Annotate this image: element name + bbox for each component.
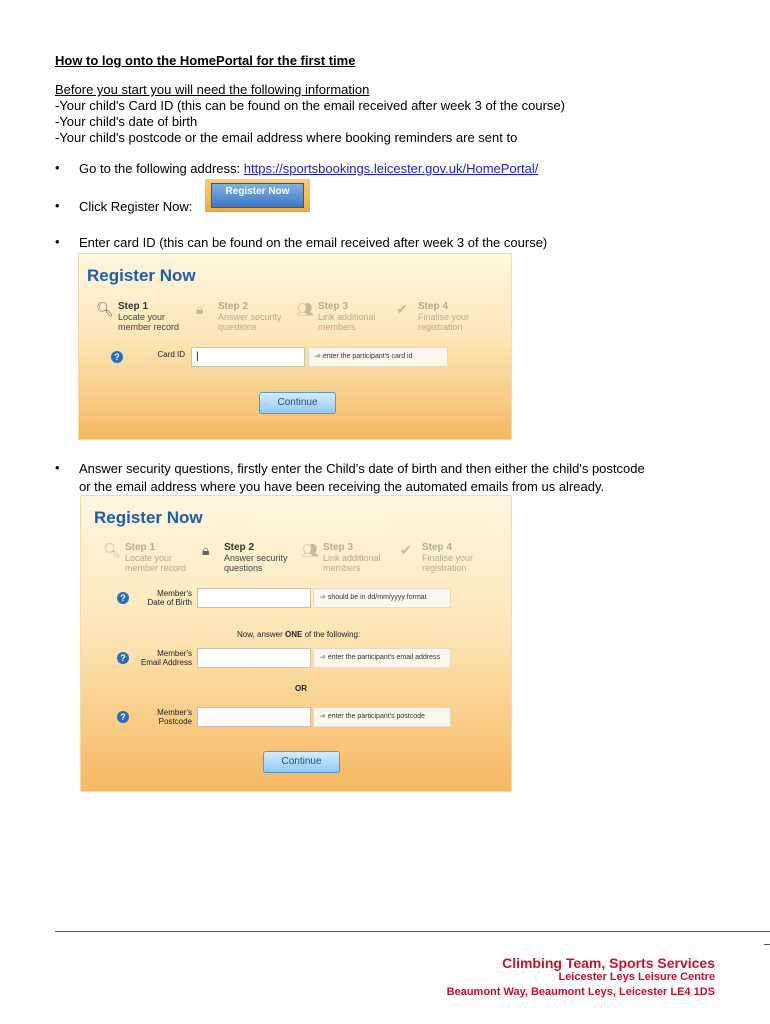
- hint-text: enter the participant's postcode: [327, 713, 425, 720]
- checkmark-icon: ✔: [400, 542, 412, 558]
- step-desc: member record: [118, 322, 180, 332]
- footer-tick: [764, 944, 770, 945]
- or-separator: OR: [295, 684, 307, 693]
- card-id-hint: [308, 347, 448, 367]
- step-desc: members: [323, 563, 361, 573]
- document-title: How to log onto the HomePortal for the first time: [55, 53, 356, 68]
- bullet-text: Go to the following address:: [79, 161, 244, 176]
- postcode-label: [137, 708, 192, 726]
- step-desc: questions: [218, 322, 257, 332]
- arrow-icon: ➾: [315, 353, 323, 360]
- email-label: [133, 649, 192, 667]
- intro-line-dob: -Your child's date of birth: [55, 114, 198, 129]
- help-icon[interactable]: ?: [117, 652, 129, 664]
- step-title: Step 3: [323, 542, 354, 553]
- hint-text: should be in dd/mm/yyyy format: [327, 594, 427, 601]
- register-now-button-image: [205, 179, 310, 212]
- footer-team: Climbing Team, Sports Services: [502, 955, 715, 971]
- dob-label-line: Date of Birth: [147, 598, 192, 607]
- postcode-label-line: Member's: [157, 708, 192, 717]
- lock-icon: 🔒︎: [202, 542, 210, 558]
- step-desc: Finalise your: [422, 553, 474, 563]
- step-title: Step 2: [224, 542, 255, 553]
- arrow-icon: ➾: [320, 713, 328, 720]
- panel-heading: Register Now: [87, 266, 196, 285]
- lock-icon: 🔒︎: [196, 301, 204, 317]
- homeportal-link[interactable]: https://sportsbookings.leicester.gov.uk/HomePortal/: [243, 161, 539, 176]
- step-desc: registration: [418, 322, 463, 332]
- footer-divider: [55, 931, 770, 932]
- step-desc: Link additional: [318, 312, 376, 322]
- step-4: [396, 301, 470, 332]
- bullet-dot: •: [55, 198, 60, 213]
- step-1: [103, 542, 187, 573]
- step-desc: Locate your: [125, 553, 173, 563]
- people-icon: 👥︎: [301, 542, 319, 558]
- answer-bold: ONE: [285, 630, 303, 639]
- answer-one-instruction: [237, 630, 360, 639]
- step-desc: questions: [224, 563, 263, 573]
- bullet-dot: •: [55, 234, 60, 249]
- help-icon[interactable]: ?: [117, 592, 129, 604]
- intro-line-card-id: -Your child's Card ID (this can be found on the email received after week 3 of the course): [55, 98, 565, 113]
- register-panel-step1: [78, 253, 512, 440]
- step-3: [301, 542, 381, 573]
- arrow-icon: ➾: [320, 654, 328, 661]
- step-title: Step 3: [318, 301, 349, 312]
- arrow-icon: ➾: [320, 594, 328, 601]
- step-3: [296, 301, 376, 332]
- checkmark-icon: ✔: [396, 301, 408, 317]
- intro-block: [55, 82, 565, 146]
- continue-button[interactable]: Continue: [259, 392, 336, 414]
- email-hint: [313, 648, 451, 668]
- continue-button[interactable]: Continue: [263, 751, 340, 773]
- email-label-line: Email Address: [140, 658, 192, 667]
- step-2: [196, 301, 282, 332]
- register-panel-step2: [80, 495, 512, 792]
- email-label-line: Member's: [157, 649, 192, 658]
- magnifier-icon: 🔍︎: [103, 542, 121, 558]
- postcode-label-line: Postcode: [158, 717, 192, 726]
- step-title: Step 1: [118, 301, 149, 312]
- footer-address: Beaumont Way, Beaumont Leys, Leicester LE4 1DS: [446, 986, 715, 998]
- footer-centre: Leicester Leys Leisure Centre: [558, 971, 715, 983]
- register-now-button-label: Register Now: [211, 183, 304, 208]
- step-4: [400, 542, 474, 573]
- step-title: Step 1: [125, 542, 156, 553]
- people-icon: 👥︎: [296, 301, 314, 317]
- card-id-input[interactable]: |: [191, 347, 305, 367]
- step-desc: Answer security: [224, 553, 288, 563]
- bullet-dot: •: [55, 160, 60, 175]
- step-desc: member record: [125, 563, 187, 573]
- step-title: Step 4: [418, 301, 449, 312]
- dob-label-line: Member's: [157, 589, 192, 598]
- intro-heading: Before you start you will need the following information: [55, 82, 370, 97]
- answer-suffix: of the following:: [302, 630, 361, 639]
- dob-hint: [313, 588, 451, 608]
- dob-label: [137, 589, 192, 607]
- step-desc: registration: [422, 563, 467, 573]
- card-id-label: Card ID: [157, 350, 185, 359]
- help-icon[interactable]: ?: [111, 351, 123, 363]
- bullet-text: or the email address where you have been receiving the automated emails from us already.: [79, 479, 605, 494]
- step-desc: Finalise your: [418, 312, 470, 322]
- step-title: Step 4: [422, 542, 453, 553]
- bullet-text: Click Register Now:: [79, 199, 193, 214]
- step-title: Step 2: [218, 301, 249, 312]
- panel-heading: Register Now: [94, 508, 203, 527]
- postcode-input[interactable]: [197, 707, 311, 727]
- step-desc: Locate your: [118, 312, 166, 322]
- step-1: [96, 301, 180, 332]
- help-icon[interactable]: ?: [117, 711, 129, 723]
- step-desc: Link additional: [323, 553, 381, 563]
- bullet-text: Enter card ID (this can be found on the email received after week 3 of the course): [79, 235, 548, 250]
- hint-text: enter the participant's card id: [322, 353, 413, 360]
- intro-line-postcode: -Your child's postcode or the email address where booking reminders are sent to: [55, 130, 518, 145]
- step-desc: members: [318, 322, 356, 332]
- postcode-hint: [313, 707, 451, 727]
- bullet-text: Answer security questions, firstly enter the Child's date of birth and then either the child's postcode: [79, 461, 645, 476]
- step-2: [202, 542, 288, 573]
- magnifier-icon: 🔍︎: [96, 301, 114, 317]
- answer-prefix: Now, answer: [237, 630, 286, 639]
- bullet-dot: •: [55, 460, 60, 475]
- hint-text: enter the participant's email address: [327, 654, 441, 661]
- step-desc: Answer security: [218, 312, 282, 322]
- email-input[interactable]: [197, 648, 311, 668]
- dob-input[interactable]: [197, 588, 311, 608]
